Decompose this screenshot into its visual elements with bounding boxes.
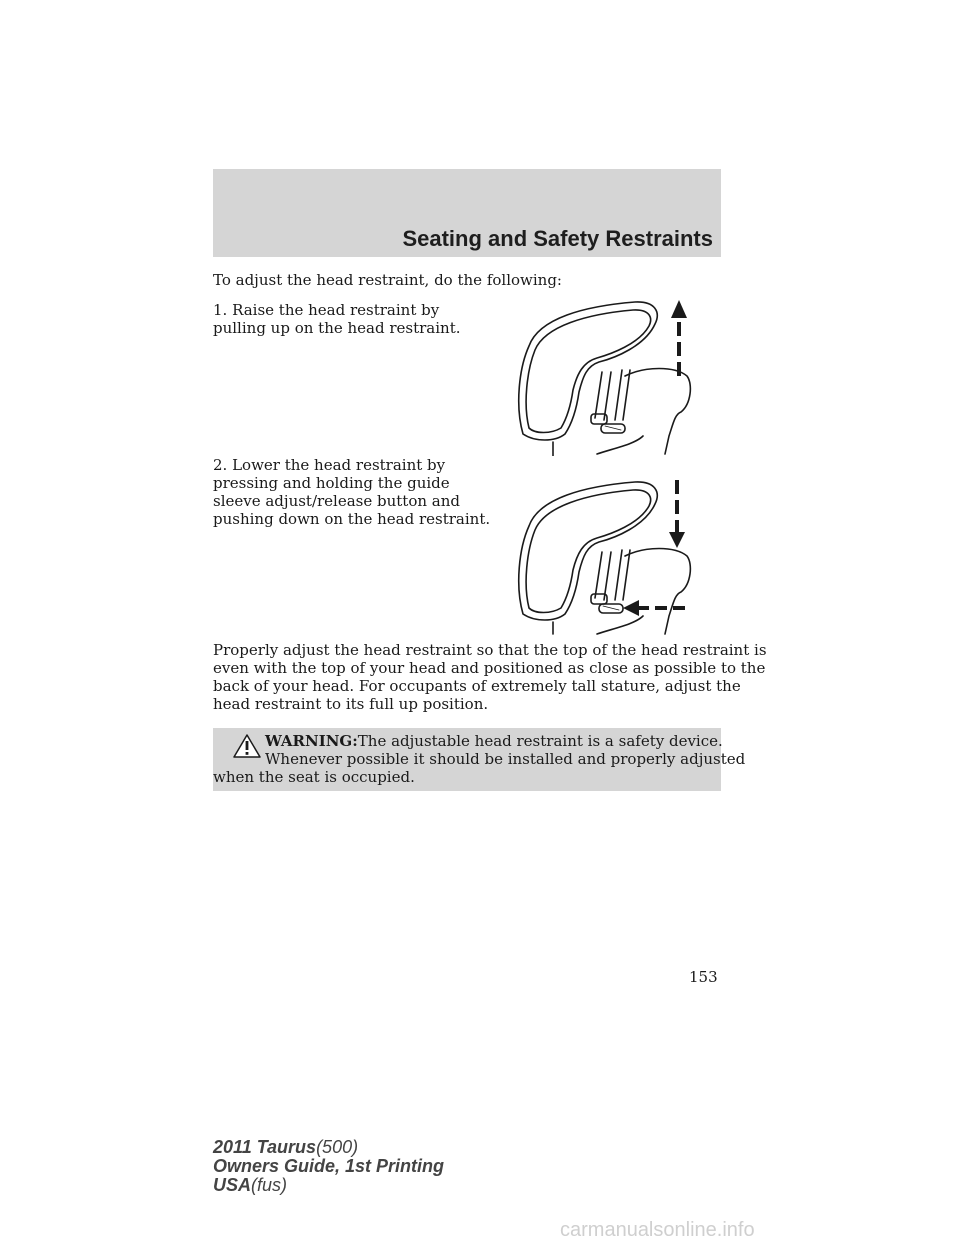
step-2 — [213, 456, 490, 528]
page-number: 153 — [689, 968, 718, 986]
head-restraint-lower-figure — [505, 474, 705, 636]
paragraph-line: Properly adjust the head restraint so that the top of the head restraint is — [213, 641, 767, 659]
step-2-line: 2. Lower the head restraint by — [213, 456, 446, 474]
section-header-band — [213, 169, 721, 257]
footer-print-info — [213, 1138, 444, 1195]
step-1 — [213, 301, 461, 337]
watermark: carmanualsonline.info — [560, 1219, 755, 1241]
footer-model-code: (500) — [316, 1137, 359, 1157]
intro-text: To adjust the head restraint, do the following: — [213, 271, 562, 289]
footer-region-code: (fus) — [251, 1175, 288, 1195]
head-restraint-raise-figure — [505, 296, 705, 456]
paragraph-line: even with the top of your head and positioned as close as possible to the — [213, 659, 766, 677]
paragraph-line: back of your head. For occupants of extremely tall stature, adjust the — [213, 677, 741, 695]
warning-box — [213, 728, 746, 791]
warning-label: WARNING: — [265, 732, 358, 750]
step-1-line: 1. Raise the head restraint by — [213, 301, 440, 319]
warning-text-2: Whenever possible it should be installed and properly adjusted — [265, 750, 746, 768]
footer-region: USA — [213, 1175, 252, 1195]
warning-text-1: The adjustable head restraint is a safety device. — [357, 732, 723, 750]
footer-model: 2011 Taurus — [213, 1137, 317, 1157]
section-title: Seating and Safety Restraints — [402, 226, 713, 251]
step-2-line: sleeve adjust/release button and — [213, 492, 460, 510]
step-2-line: pushing down on the head restraint. — [213, 510, 491, 528]
paragraph-line: head restraint to its full up position. — [213, 695, 489, 713]
warning-line — [265, 732, 723, 750]
body-paragraph — [213, 641, 767, 713]
step-2-line: pressing and holding the guide — [213, 474, 450, 492]
warning-triangle-icon — [233, 733, 261, 759]
step-1-line: pulling up on the head restraint. — [213, 319, 461, 337]
footer-guide: Owners Guide, 1st Printing — [213, 1156, 445, 1176]
warning-text-3: when the seat is occupied. — [213, 768, 415, 786]
